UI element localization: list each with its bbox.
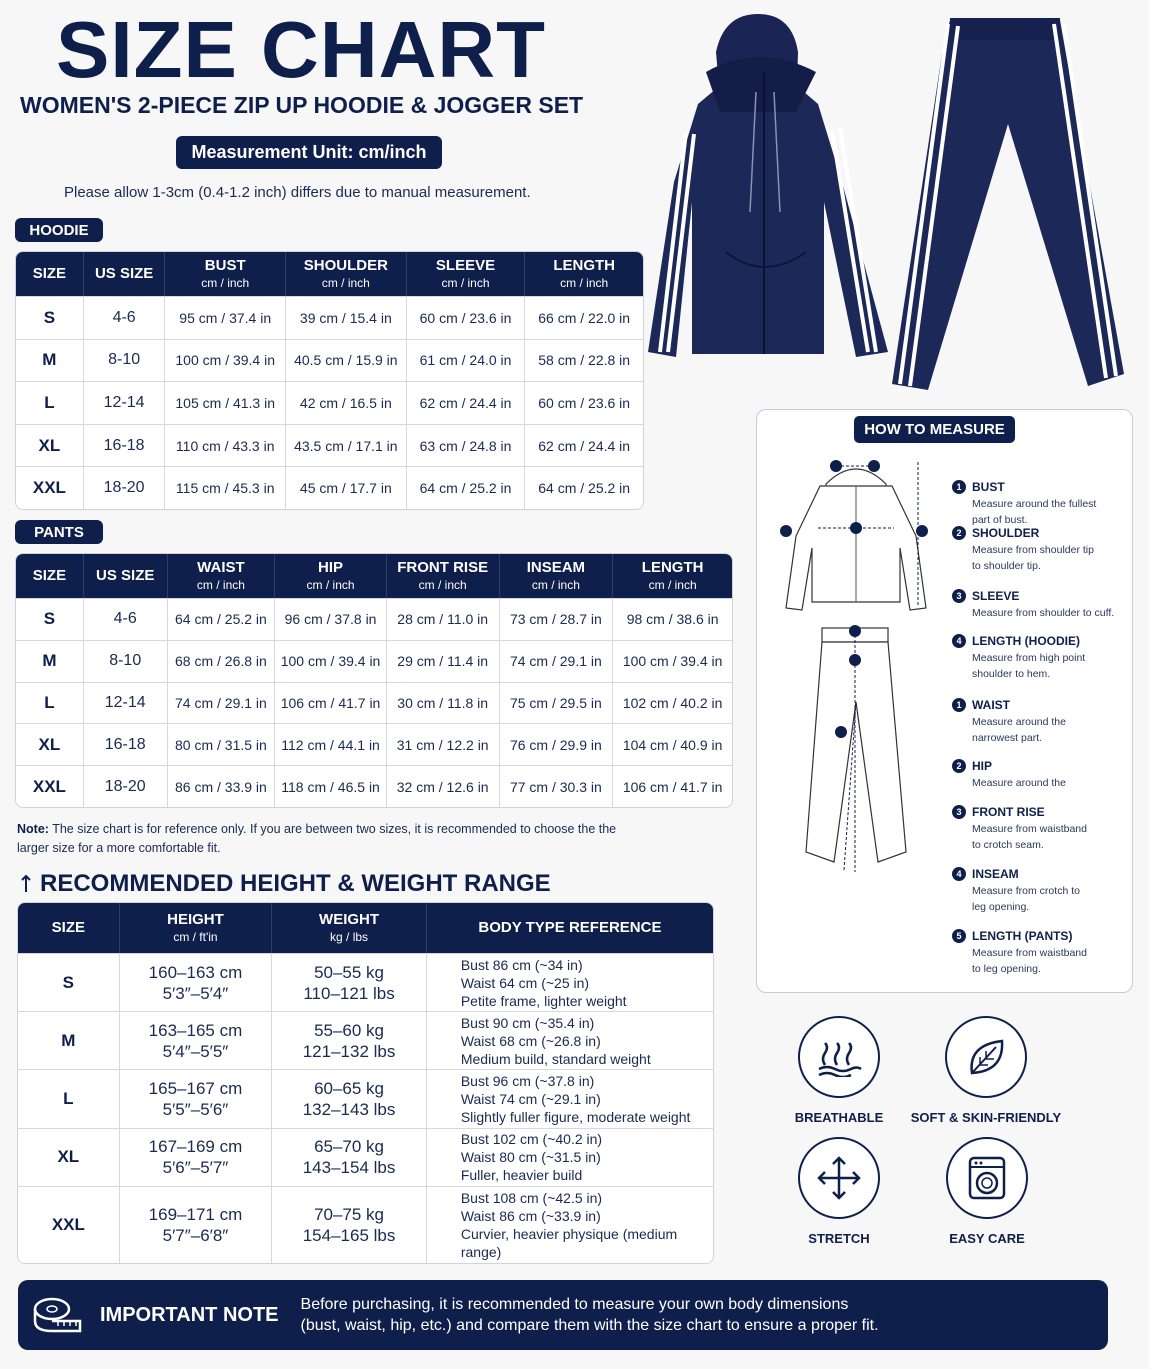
table-cell: 100 cm / 39.4 in <box>613 640 732 682</box>
step-name: INSEAM <box>972 867 1019 881</box>
measure-step <box>952 526 1127 574</box>
table-cell: 66 cm / 22.0 in <box>525 296 643 339</box>
table-row <box>18 1128 713 1186</box>
step-number: 4 <box>952 867 966 881</box>
column-header-label: SIZE <box>32 566 67 584</box>
body-type-cell <box>427 1128 713 1186</box>
feature-label: EASY CARE <box>949 1231 1025 1246</box>
weight-line: 121–132 lbs <box>302 1041 396 1061</box>
table-cell: 42 cm / 16.5 in <box>286 381 407 424</box>
table-cell: 45 cm / 17.7 in <box>286 466 407 509</box>
pants-measure-diagram <box>800 622 910 878</box>
step-name: SLEEVE <box>972 589 1020 603</box>
page-subtitle: WOMEN'S 2-PIECE ZIP UP HOODIE & JOGGER SET <box>20 92 584 118</box>
height-line: 5′5″–5′6″ <box>162 1099 229 1119</box>
step-description-line: Measure around the <box>972 716 1066 728</box>
height-line: 165–167 cm <box>148 1078 243 1098</box>
how-to-measure-title: HOW TO MEASURE <box>854 416 1015 443</box>
table-cell: 74 cm / 29.1 in <box>168 682 276 724</box>
table-cell: 77 cm / 30.3 in <box>500 765 614 807</box>
body-type-line: Fuller, heavier build <box>460 1167 583 1184</box>
note-label: Note: <box>17 822 49 836</box>
step-number: 2 <box>952 759 966 773</box>
recommended-heading <box>20 870 551 898</box>
height-cell <box>120 953 273 1011</box>
pants-size-table <box>15 553 733 808</box>
column-header-unit: cm / inch <box>321 275 370 290</box>
table-row <box>16 765 732 807</box>
column-header <box>387 554 500 598</box>
allowance-note: Please allow 1-3cm (0.4-1.2 inch) differs due to manual measurement. <box>64 184 531 201</box>
table-cell: 58 cm / 22.8 in <box>525 339 643 382</box>
table-row <box>16 723 732 765</box>
size-cell: S <box>16 296 84 339</box>
measure-step-header <box>952 759 1127 773</box>
body-type-line: Medium build, standard weight <box>460 1050 651 1067</box>
step-description-line: Measure from waistband <box>972 823 1087 835</box>
weight-cell <box>272 1186 427 1263</box>
table-cell: 64 cm / 25.2 in <box>407 466 526 509</box>
column-header <box>84 554 168 598</box>
table-cell: 118 cm / 46.5 in <box>275 765 387 807</box>
hoodie-measure-diagram <box>776 456 936 616</box>
table-row <box>16 640 732 682</box>
table-cell: 115 cm / 45.3 in <box>165 466 285 509</box>
size-cell: L <box>18 1069 120 1127</box>
table-cell: 39 cm / 15.4 in <box>286 296 407 339</box>
size-cell: XXL <box>18 1186 120 1263</box>
jogger-image <box>888 14 1128 392</box>
table-cell: 112 cm / 44.1 in <box>275 723 387 765</box>
step-description <box>972 883 1127 915</box>
step-description-line: narrowest part. <box>972 732 1043 744</box>
column-header-label: LENGTH <box>553 257 615 275</box>
step-number: 3 <box>952 805 966 819</box>
hoodie-image <box>646 12 888 362</box>
column-header-label: US SIZE <box>94 264 154 282</box>
step-description-line: Measure from shoulder to cuff. <box>972 607 1115 619</box>
size-cell: L <box>16 381 84 424</box>
body-type-line: Bust 96 cm (~37.8 in) <box>460 1072 595 1089</box>
hoodie-size-table <box>15 251 644 510</box>
measure-step <box>952 867 1127 915</box>
measure-step-header <box>952 698 1127 712</box>
column-header-label: SIZE <box>32 264 67 282</box>
column-header-unit: cm / inch <box>560 275 609 290</box>
size-cell: XXL <box>16 765 84 807</box>
table-cell: 110 cm / 43.3 in <box>165 424 285 467</box>
column-header-label: LENGTH <box>641 559 704 577</box>
weight-line: 70–75 kg <box>314 1204 385 1224</box>
important-line-1: Before purchasing, it is recommended to measure your own body dimensions <box>300 1296 849 1313</box>
important-line-2: (bust, waist, hip, etc.) and compare them with the size chart to ensure a proper fit. <box>300 1317 879 1334</box>
column-header <box>120 903 273 953</box>
step-number: 3 <box>952 589 966 603</box>
table-cell: 60 cm / 23.6 in <box>525 381 643 424</box>
table-cell: 32 cm / 12.6 in <box>387 765 500 807</box>
step-name: HIP <box>972 759 993 773</box>
table-cell: 98 cm / 38.6 in <box>613 598 732 640</box>
column-header <box>275 554 387 598</box>
step-description <box>972 496 1127 528</box>
weight-line: 132–143 lbs <box>302 1099 396 1119</box>
step-number: 1 <box>952 698 966 712</box>
column-header <box>16 554 84 598</box>
table-cell: 40.5 cm / 15.9 in <box>286 339 407 382</box>
column-header <box>286 252 407 296</box>
breathable-icon <box>815 1037 863 1077</box>
measure-step <box>952 929 1127 977</box>
height-arrow-icon <box>20 875 32 893</box>
body-type-line: Waist 74 cm (~29.1 in) <box>460 1090 601 1107</box>
height-cell <box>120 1069 273 1127</box>
step-description-line: part of bust. <box>972 514 1028 526</box>
step-description <box>972 775 1127 791</box>
column-header <box>16 252 84 296</box>
step-name: SHOULDER <box>972 526 1040 540</box>
important-note-banner <box>18 1280 1108 1350</box>
table-row <box>16 339 643 382</box>
size-cell: XL <box>16 723 84 765</box>
measure-step-header <box>952 480 1127 494</box>
table-cell: 30 cm / 11.8 in <box>387 682 500 724</box>
column-header <box>84 252 166 296</box>
table-cell: 18-20 <box>84 466 166 509</box>
page-title: SIZE CHART <box>56 5 546 94</box>
table-cell: 104 cm / 40.9 in <box>613 723 732 765</box>
measure-step-header <box>952 929 1127 943</box>
table-cell: 68 cm / 26.8 in <box>168 640 276 682</box>
weight-cell <box>272 1069 427 1127</box>
table-row <box>16 296 643 339</box>
table-cell: 43.5 cm / 17.1 in <box>286 424 407 467</box>
body-type-line: Waist 68 cm (~26.8 in) <box>460 1032 601 1049</box>
body-type-line: Bust 108 cm (~42.5 in) <box>460 1189 603 1206</box>
measure-step-header <box>952 526 1127 540</box>
pants-tag: PANTS <box>15 520 103 544</box>
table-row <box>16 682 732 724</box>
table-cell: 106 cm / 41.7 in <box>275 682 387 724</box>
table-cell: 102 cm / 40.2 in <box>613 682 732 724</box>
column-header <box>525 252 643 296</box>
step-name: LENGTH (HOODIE) <box>972 634 1080 648</box>
body-type-cell <box>427 1186 713 1263</box>
height-line: 160–163 cm <box>148 962 243 982</box>
body-type-line: Slightly fuller figure, moderate weight <box>460 1108 691 1125</box>
height-line: 5′3″–5′4″ <box>162 983 229 1003</box>
body-type-line: Bust 86 cm (~34 in) <box>460 956 583 973</box>
body-type-line: Waist 80 cm (~31.5 in) <box>460 1149 601 1166</box>
column-header <box>407 252 526 296</box>
table-cell: 64 cm / 25.2 in <box>525 466 643 509</box>
table-cell: 62 cm / 24.4 in <box>407 381 526 424</box>
table-row <box>18 1069 713 1127</box>
feature-stretch <box>778 1137 900 1246</box>
column-header-label: HEIGHT <box>167 911 224 929</box>
step-number: 2 <box>952 526 966 540</box>
weight-cell <box>272 1128 427 1186</box>
table-cell: 100 cm / 39.4 in <box>275 640 387 682</box>
column-header-unit: cm / inch <box>201 275 250 290</box>
size-cell: S <box>16 598 84 640</box>
size-cell: S <box>18 953 120 1011</box>
feature-label: BREATHABLE <box>794 1110 884 1125</box>
step-number: 1 <box>952 480 966 494</box>
step-description-line: to shoulder tip. <box>972 560 1041 572</box>
table-row <box>18 953 713 1011</box>
body-type-line: Petite frame, lighter weight <box>460 992 627 1009</box>
table-cell: 95 cm / 37.4 in <box>165 296 285 339</box>
weight-line: 65–70 kg <box>314 1137 385 1157</box>
column-header-label: FRONT RISE <box>397 559 489 577</box>
column-header-unit: cm / inch <box>418 577 467 592</box>
size-cell: XXL <box>16 466 84 509</box>
step-number: 4 <box>952 634 966 648</box>
table-cell: 64 cm / 25.2 in <box>168 598 276 640</box>
size-cell: XL <box>18 1128 120 1186</box>
important-message <box>301 1294 879 1336</box>
column-header-label: SIZE <box>51 918 86 936</box>
step-description-line: Measure from waistband <box>972 947 1087 959</box>
table-cell: 73 cm / 28.7 in <box>500 598 614 640</box>
weight-cell <box>272 1011 427 1069</box>
feature-label: STRETCH <box>808 1231 870 1246</box>
table-cell: 62 cm / 24.4 in <box>525 424 643 467</box>
table-cell: 4-6 <box>84 598 168 640</box>
measure-step <box>952 759 1127 791</box>
step-name: FRONT RISE <box>972 805 1045 819</box>
height-cell <box>120 1011 273 1069</box>
column-header <box>165 252 285 296</box>
column-header-unit: cm / ft'in <box>173 929 218 944</box>
column-header <box>500 554 614 598</box>
note-body: The size chart is for reference only. If you are between two sizes, it is recommended to choose the the larger size for a more comfortable fit. <box>17 822 617 855</box>
measuring-tape-icon <box>32 1295 82 1335</box>
height-line: 5′6″–5′7″ <box>162 1158 229 1178</box>
weight-line: 143–154 lbs <box>302 1158 396 1178</box>
column-header-unit: cm / inch <box>306 577 355 592</box>
height-line: 163–165 cm <box>148 1020 243 1040</box>
table-cell: 12-14 <box>84 682 168 724</box>
table-cell: 28 cm / 11.0 in <box>387 598 500 640</box>
measure-step-header <box>952 589 1127 603</box>
weight-line: 154–165 lbs <box>302 1225 396 1245</box>
measure-step-header <box>952 867 1127 881</box>
measure-step-header <box>952 805 1127 819</box>
column-header <box>18 903 120 953</box>
column-header-label: WAIST <box>197 559 245 577</box>
column-header-unit: cm / inch <box>441 275 490 290</box>
step-description-line: Measure from shoulder tip <box>972 544 1094 556</box>
step-description <box>972 714 1127 746</box>
table-row <box>16 466 643 509</box>
weight-line: 55–60 kg <box>314 1020 385 1040</box>
weight-cell <box>272 953 427 1011</box>
column-header-label: BUST <box>204 257 246 275</box>
step-description-line: Measure around the fullest <box>972 498 1097 510</box>
size-note <box>17 820 647 858</box>
step-description <box>972 650 1127 682</box>
body-type-line: Bust 90 cm (~35.4 in) <box>460 1014 595 1031</box>
step-description-line: to crotch seam. <box>972 839 1044 851</box>
column-header-label: SLEEVE <box>435 257 496 275</box>
feature-soft <box>908 1016 1064 1125</box>
height-line: 167–169 cm <box>148 1137 243 1157</box>
table-row <box>18 1011 713 1069</box>
hoodie-tag: HOODIE <box>15 218 103 242</box>
column-header <box>272 903 427 953</box>
column-header-label: SHOULDER <box>303 257 388 275</box>
table-row <box>16 424 643 467</box>
feature-easy-care <box>926 1137 1048 1246</box>
height-line: 5′4″–5′5″ <box>162 1041 229 1061</box>
column-header-label: WEIGHT <box>319 911 380 929</box>
table-cell: 96 cm / 37.8 in <box>275 598 387 640</box>
table-cell: 4-6 <box>84 296 166 339</box>
column-header-unit: kg / lbs <box>330 929 369 944</box>
step-description-line: Measure around the <box>972 777 1066 789</box>
height-cell <box>120 1186 273 1263</box>
height-cell <box>120 1128 273 1186</box>
step-description <box>972 945 1127 977</box>
table-cell: 76 cm / 29.9 in <box>500 723 614 765</box>
column-header-label: US SIZE <box>96 566 155 584</box>
table-cell: 60 cm / 23.6 in <box>407 296 526 339</box>
leaf-icon <box>964 1035 1008 1079</box>
table-cell: 16-18 <box>84 424 166 467</box>
body-type-cell <box>427 953 713 1011</box>
table-cell: 8-10 <box>84 640 168 682</box>
important-label: IMPORTANT NOTE <box>100 1303 279 1326</box>
recommended-table <box>17 902 714 1264</box>
unit-badge: Measurement Unit: cm/inch <box>176 136 442 169</box>
table-row <box>16 598 732 640</box>
step-description-line: leg opening. <box>972 901 1030 913</box>
size-cell: M <box>16 339 84 382</box>
measure-step <box>952 480 1127 528</box>
weight-line: 50–55 kg <box>314 962 385 982</box>
feature-label: SOFT & SKIN-FRIENDLY <box>910 1110 1062 1125</box>
table-cell: 31 cm / 12.2 in <box>387 723 500 765</box>
table-cell: 8-10 <box>84 339 166 382</box>
body-type-line: Curvier, heavier physique (medium range) <box>460 1225 678 1260</box>
column-header <box>613 554 732 598</box>
step-number: 5 <box>952 929 966 943</box>
step-name: WAIST <box>972 698 1010 712</box>
table-cell: 18-20 <box>84 765 168 807</box>
recommended-title: RECOMMENDED HEIGHT & WEIGHT RANGE <box>40 870 551 897</box>
table-row <box>18 1186 713 1263</box>
column-header-label: BODY TYPE REFERENCE <box>478 918 662 936</box>
table-cell: 12-14 <box>84 381 166 424</box>
measure-step <box>952 698 1127 746</box>
column-header-label: INSEAM <box>526 559 586 577</box>
table-cell: 16-18 <box>84 723 168 765</box>
step-name: BUST <box>972 480 1005 494</box>
height-line: 169–171 cm <box>148 1204 243 1224</box>
body-type-line: Bust 102 cm (~40.2 in) <box>460 1131 603 1148</box>
step-description <box>972 821 1127 853</box>
column-header-label: HIP <box>318 559 344 577</box>
column-header-unit: cm / inch <box>648 577 697 592</box>
table-cell: 80 cm / 31.5 in <box>168 723 276 765</box>
feature-breathable <box>778 1016 900 1125</box>
size-cell: M <box>16 640 84 682</box>
body-type-cell <box>427 1011 713 1069</box>
table-cell: 75 cm / 29.5 in <box>500 682 614 724</box>
measure-step <box>952 634 1127 682</box>
column-header <box>168 554 276 598</box>
table-cell: 63 cm / 24.8 in <box>407 424 526 467</box>
column-header-unit: cm / inch <box>531 577 580 592</box>
column-header <box>427 903 713 953</box>
step-description <box>972 605 1127 621</box>
table-row <box>16 381 643 424</box>
washing-machine-icon <box>967 1155 1007 1201</box>
table-cell: 106 cm / 41.7 in <box>613 765 732 807</box>
size-cell: M <box>18 1011 120 1069</box>
step-name: LENGTH (PANTS) <box>972 929 1073 943</box>
step-description-line: to leg opening. <box>972 963 1041 975</box>
measure-step <box>952 805 1127 853</box>
table-cell: 105 cm / 41.3 in <box>165 381 285 424</box>
height-line: 5′7″–6′8″ <box>162 1225 229 1245</box>
size-cell: XL <box>16 424 84 467</box>
step-description-line: Measure from crotch to <box>972 885 1080 897</box>
table-cell: 74 cm / 29.1 in <box>500 640 614 682</box>
step-description-line: shoulder to hem. <box>972 668 1051 680</box>
measure-step <box>952 589 1127 621</box>
stretch-arrows-icon <box>815 1154 863 1202</box>
body-type-line: Waist 64 cm (~25 in) <box>460 974 590 991</box>
weight-line: 60–65 kg <box>314 1078 385 1098</box>
step-description-line: Measure from high point <box>972 652 1086 664</box>
table-cell: 86 cm / 33.9 in <box>168 765 276 807</box>
size-cell: L <box>16 682 84 724</box>
body-type-cell <box>427 1069 713 1127</box>
body-type-line: Waist 86 cm (~33.9 in) <box>460 1207 601 1224</box>
table-cell: 29 cm / 11.4 in <box>387 640 500 682</box>
weight-line: 110–121 lbs <box>303 983 395 1003</box>
column-header-unit: cm / inch <box>196 577 245 592</box>
measure-step-header <box>952 634 1127 648</box>
table-cell: 61 cm / 24.0 in <box>407 339 526 382</box>
step-description <box>972 542 1127 574</box>
table-cell: 100 cm / 39.4 in <box>165 339 285 382</box>
